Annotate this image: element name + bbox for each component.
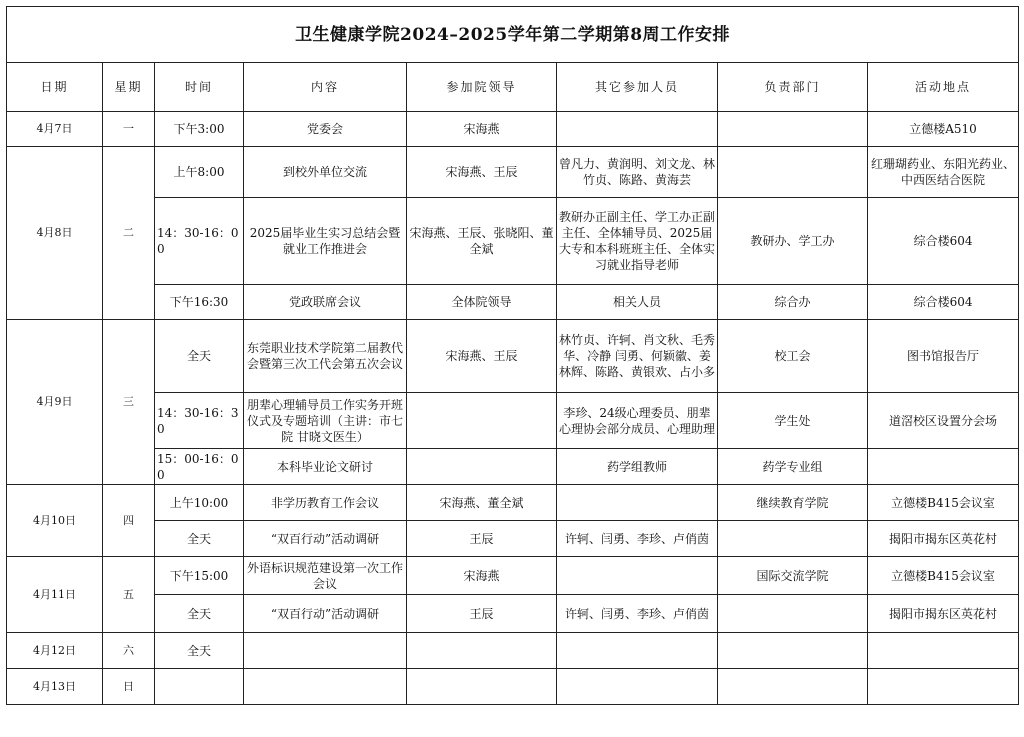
header-department: 负责部门 xyxy=(718,63,868,112)
event-content: “双百行动”活动调研 xyxy=(244,521,407,557)
day-weekday: 二 xyxy=(103,147,155,320)
header-leaders: 参加院领导 xyxy=(407,63,557,112)
day-weekday: 三 xyxy=(103,320,155,485)
event-content: 非学历教育工作会议 xyxy=(244,485,407,521)
event-department xyxy=(718,669,868,705)
event-location xyxy=(868,633,1019,669)
event-leaders xyxy=(407,633,557,669)
event-time: 全天 xyxy=(155,633,244,669)
header-date: 日期 xyxy=(7,63,103,112)
schedule-row xyxy=(7,112,1019,147)
event-leaders: 全体院领导 xyxy=(407,285,557,320)
schedule-row xyxy=(7,320,1019,393)
event-time: 上午10:00 xyxy=(155,485,244,521)
event-other-participants: 药学组教师 xyxy=(557,449,718,485)
event-time: 下午16:30 xyxy=(155,285,244,320)
day-weekday: 一 xyxy=(103,112,155,147)
header-other-participants: 其它参加人员 xyxy=(557,63,718,112)
schedule-row xyxy=(7,485,1019,521)
day-weekday: 日 xyxy=(103,669,155,705)
schedule-row xyxy=(7,669,1019,705)
schedule-sheet xyxy=(6,6,1018,705)
event-content: 党委会 xyxy=(244,112,407,147)
event-leaders: 宋海燕、董全斌 xyxy=(407,485,557,521)
schedule-table xyxy=(6,6,1019,705)
day-date: 4月9日 xyxy=(7,320,103,485)
schedule-row xyxy=(7,198,1019,285)
header-row xyxy=(7,63,1019,112)
event-content: 党政联席会议 xyxy=(244,285,407,320)
event-time: 下午15:00 xyxy=(155,557,244,595)
day-weekday: 六 xyxy=(103,633,155,669)
event-content xyxy=(244,669,407,705)
event-location xyxy=(868,449,1019,485)
event-content: 本科毕业论文研讨 xyxy=(244,449,407,485)
event-leaders xyxy=(407,393,557,449)
event-other-participants xyxy=(557,633,718,669)
event-location: 立德楼B415会议室 xyxy=(868,557,1019,595)
header-location: 活动地点 xyxy=(868,63,1019,112)
event-department: 校工会 xyxy=(718,320,868,393)
event-location: 综合楼604 xyxy=(868,285,1019,320)
event-department: 综合办 xyxy=(718,285,868,320)
event-content: “双百行动”活动调研 xyxy=(244,595,407,633)
event-time: 14：30-16：30 xyxy=(155,393,244,449)
schedule-row xyxy=(7,285,1019,320)
event-content: 外语标识规范建设第一次工作会议 xyxy=(244,557,407,595)
event-department xyxy=(718,633,868,669)
day-date: 4月11日 xyxy=(7,557,103,633)
event-time: 全天 xyxy=(155,595,244,633)
event-location: 立德楼B415会议室 xyxy=(868,485,1019,521)
event-department: 国际交流学院 xyxy=(718,557,868,595)
event-department: 学生处 xyxy=(718,393,868,449)
event-leaders: 宋海燕 xyxy=(407,557,557,595)
event-leaders: 宋海燕 xyxy=(407,112,557,147)
day-date: 4月8日 xyxy=(7,147,103,320)
event-content: 朋辈心理辅导员工作实务开班仪式及专题培训（主讲：市七院 甘晓文医生） xyxy=(244,393,407,449)
event-leaders: 王辰 xyxy=(407,521,557,557)
event-location: 道滘校区设置分会场 xyxy=(868,393,1019,449)
page-title: 卫生健康学院2024–2025学年第二学期第8周工作安排 xyxy=(7,7,1019,63)
event-department: 药学专业组 xyxy=(718,449,868,485)
event-time: 全天 xyxy=(155,521,244,557)
event-other-participants xyxy=(557,557,718,595)
event-department xyxy=(718,521,868,557)
event-department: 继续教育学院 xyxy=(718,485,868,521)
day-weekday: 四 xyxy=(103,485,155,557)
schedule-row xyxy=(7,147,1019,198)
event-other-participants: 相关人员 xyxy=(557,285,718,320)
event-other-participants xyxy=(557,669,718,705)
event-location: 揭阳市揭东区英花村 xyxy=(868,595,1019,633)
event-other-participants: 李珍、24级心理委员、朋辈心理协会部分成员、心理助理 xyxy=(557,393,718,449)
event-content: 2025届毕业生实习总结会暨就业工作推进会 xyxy=(244,198,407,285)
event-leaders: 宋海燕、王辰 xyxy=(407,147,557,198)
event-leaders: 宋海燕、王辰 xyxy=(407,320,557,393)
event-department xyxy=(718,147,868,198)
day-date: 4月12日 xyxy=(7,633,103,669)
schedule-row xyxy=(7,449,1019,485)
event-leaders xyxy=(407,669,557,705)
event-department xyxy=(718,112,868,147)
event-other-participants: 许轲、闫勇、李珍、卢俏茵 xyxy=(557,521,718,557)
event-location: 揭阳市揭东区英花村 xyxy=(868,521,1019,557)
event-time: 14：30-16：00 xyxy=(155,198,244,285)
day-weekday: 五 xyxy=(103,557,155,633)
event-leaders xyxy=(407,449,557,485)
schedule-row xyxy=(7,393,1019,449)
event-other-participants xyxy=(557,112,718,147)
event-location: 综合楼604 xyxy=(868,198,1019,285)
schedule-row xyxy=(7,521,1019,557)
day-date: 4月10日 xyxy=(7,485,103,557)
schedule-row xyxy=(7,633,1019,669)
event-time: 下午3:00 xyxy=(155,112,244,147)
event-leaders: 宋海燕、王辰、张晓阳、董全斌 xyxy=(407,198,557,285)
event-content xyxy=(244,633,407,669)
header-content: 内容 xyxy=(244,63,407,112)
event-time: 15：00-16：00 xyxy=(155,449,244,485)
event-other-participants: 曾凡力、黄润明、刘文龙、林竹贞、陈路、黄海芸 xyxy=(557,147,718,198)
event-content: 东莞职业技术学院第二届教代会暨第三次工代会第五次会议 xyxy=(244,320,407,393)
event-location xyxy=(868,669,1019,705)
day-date: 4月7日 xyxy=(7,112,103,147)
event-content: 到校外单位交流 xyxy=(244,147,407,198)
event-location: 红珊瑚药业、东阳光药业、中西医结合医院 xyxy=(868,147,1019,198)
schedule-row xyxy=(7,595,1019,633)
event-other-participants xyxy=(557,485,718,521)
event-other-participants: 林竹贞、许轲、肖文秋、毛秀华、冷静 闫勇、何颖徽、姜林辉、陈路、黄银欢、占小多 xyxy=(557,320,718,393)
event-time: 上午8:00 xyxy=(155,147,244,198)
event-location: 立德楼A510 xyxy=(868,112,1019,147)
schedule-row xyxy=(7,557,1019,595)
event-other-participants: 许轲、闫勇、李珍、卢俏茵 xyxy=(557,595,718,633)
event-location: 图书馆报告厅 xyxy=(868,320,1019,393)
event-time: 全天 xyxy=(155,320,244,393)
event-time xyxy=(155,669,244,705)
day-date: 4月13日 xyxy=(7,669,103,705)
header-time: 时间 xyxy=(155,63,244,112)
event-department xyxy=(718,595,868,633)
header-weekday: 星期 xyxy=(103,63,155,112)
event-department: 教研办、学工办 xyxy=(718,198,868,285)
event-leaders: 王辰 xyxy=(407,595,557,633)
event-other-participants: 教研办正副主任、学工办正副主任、全体辅导员、2025届大专和本科班班主任、全体实习就业指导老师 xyxy=(557,198,718,285)
